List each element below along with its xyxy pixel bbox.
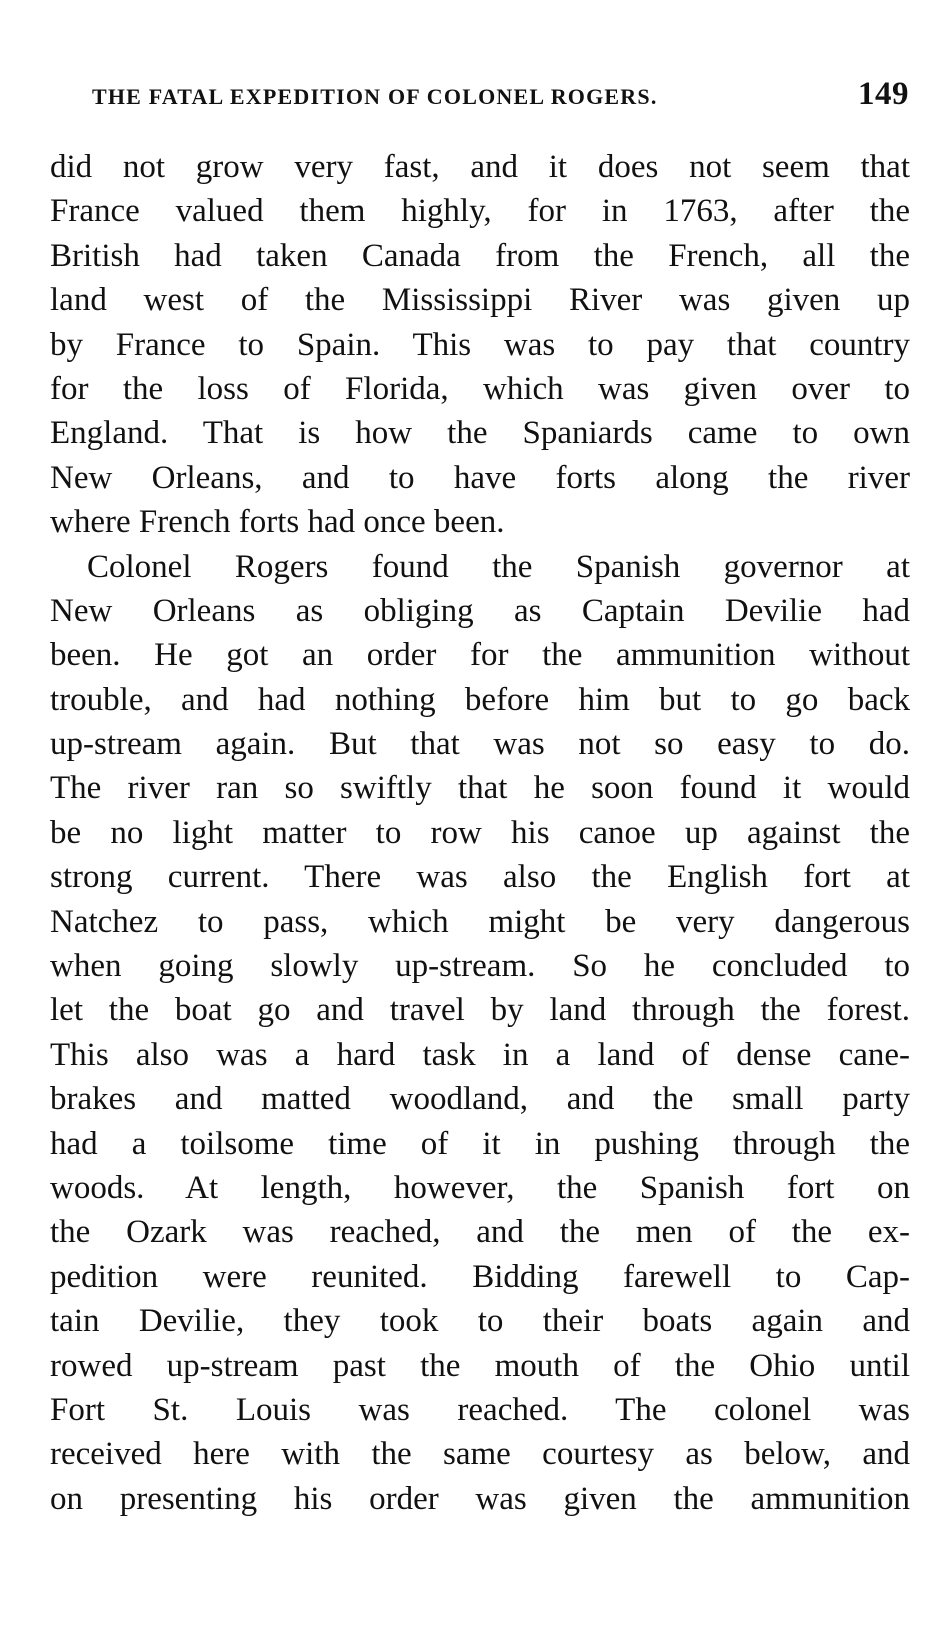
text-line: when going slowly up-stream. So he concluded to xyxy=(50,948,910,985)
text-line: let the boat go and travel by land through the forest. xyxy=(50,992,910,1029)
text-line: The river ran so swiftly that he soon found it would xyxy=(50,770,910,807)
book-page xyxy=(50,68,910,1517)
text-line: New Orleans as obliging as Captain Devilie had xyxy=(50,592,910,629)
text-line: received here with the same courtesy as below, and xyxy=(50,1436,910,1473)
text-line: land west of the Mississippi River was given up xyxy=(50,282,910,319)
paragraph xyxy=(50,545,910,1522)
text-line: did not grow very fast, and it does not seem that xyxy=(50,149,910,185)
running-title: THE FATAL EXPEDITION OF COLONEL ROGERS. xyxy=(92,84,658,109)
text-line: rowed up-stream past the mouth of the Ohio until xyxy=(50,1347,910,1384)
text-line: brakes and matted woodland, and the small party xyxy=(50,1081,910,1118)
text-line: pedition were reunited. Bidding farewell to Cap- xyxy=(50,1258,910,1295)
text-line: tain Devilie, they took to their boats again and xyxy=(50,1303,910,1340)
text-line: British had taken Canada from the French, all the xyxy=(50,237,910,274)
text-line: had a toilsome time of it in pushing through the xyxy=(50,1125,910,1162)
body-text xyxy=(50,145,910,1521)
text-line: been. He got an order for the ammunition without xyxy=(50,637,910,674)
page-number: 149 xyxy=(858,76,909,112)
text-line: France valued them highly, for in 1763, after the xyxy=(50,193,910,230)
running-header xyxy=(50,68,910,112)
text-line: on presenting his order was given the ammunition xyxy=(50,1480,910,1517)
text-line: by France to Spain. This was to pay that country xyxy=(50,326,910,363)
text-line: woods. At length, however, the Spanish fort on xyxy=(50,1169,910,1206)
text-line: up-stream again. But that was not so easy to do. xyxy=(50,726,910,763)
text-line: England. That is how the Spaniards came to own xyxy=(50,415,910,452)
text-line: Colonel Rogers found the Spanish governor at xyxy=(87,548,910,585)
text-line: the Ozark was reached, and the men of the ex- xyxy=(50,1214,910,1251)
text-line: New Orleans, and to have forts along the river xyxy=(50,459,910,496)
text-line: Fort St. Louis was reached. The colonel was xyxy=(50,1391,910,1428)
paragraph xyxy=(50,145,910,545)
text-line: trouble, and had nothing before him but to go back xyxy=(50,681,910,718)
text-line: This also was a hard task in a land of dense cane- xyxy=(50,1036,910,1073)
text-line: be no light matter to row his canoe up against the xyxy=(50,814,910,851)
text-line: for the loss of Florida, which was given over to xyxy=(50,370,910,407)
text-line: Natchez to pass, which might be very dangerous xyxy=(50,903,910,940)
text-line: strong current. There was also the English fort at xyxy=(50,859,910,896)
text-line: where French forts had once been. xyxy=(50,504,505,541)
